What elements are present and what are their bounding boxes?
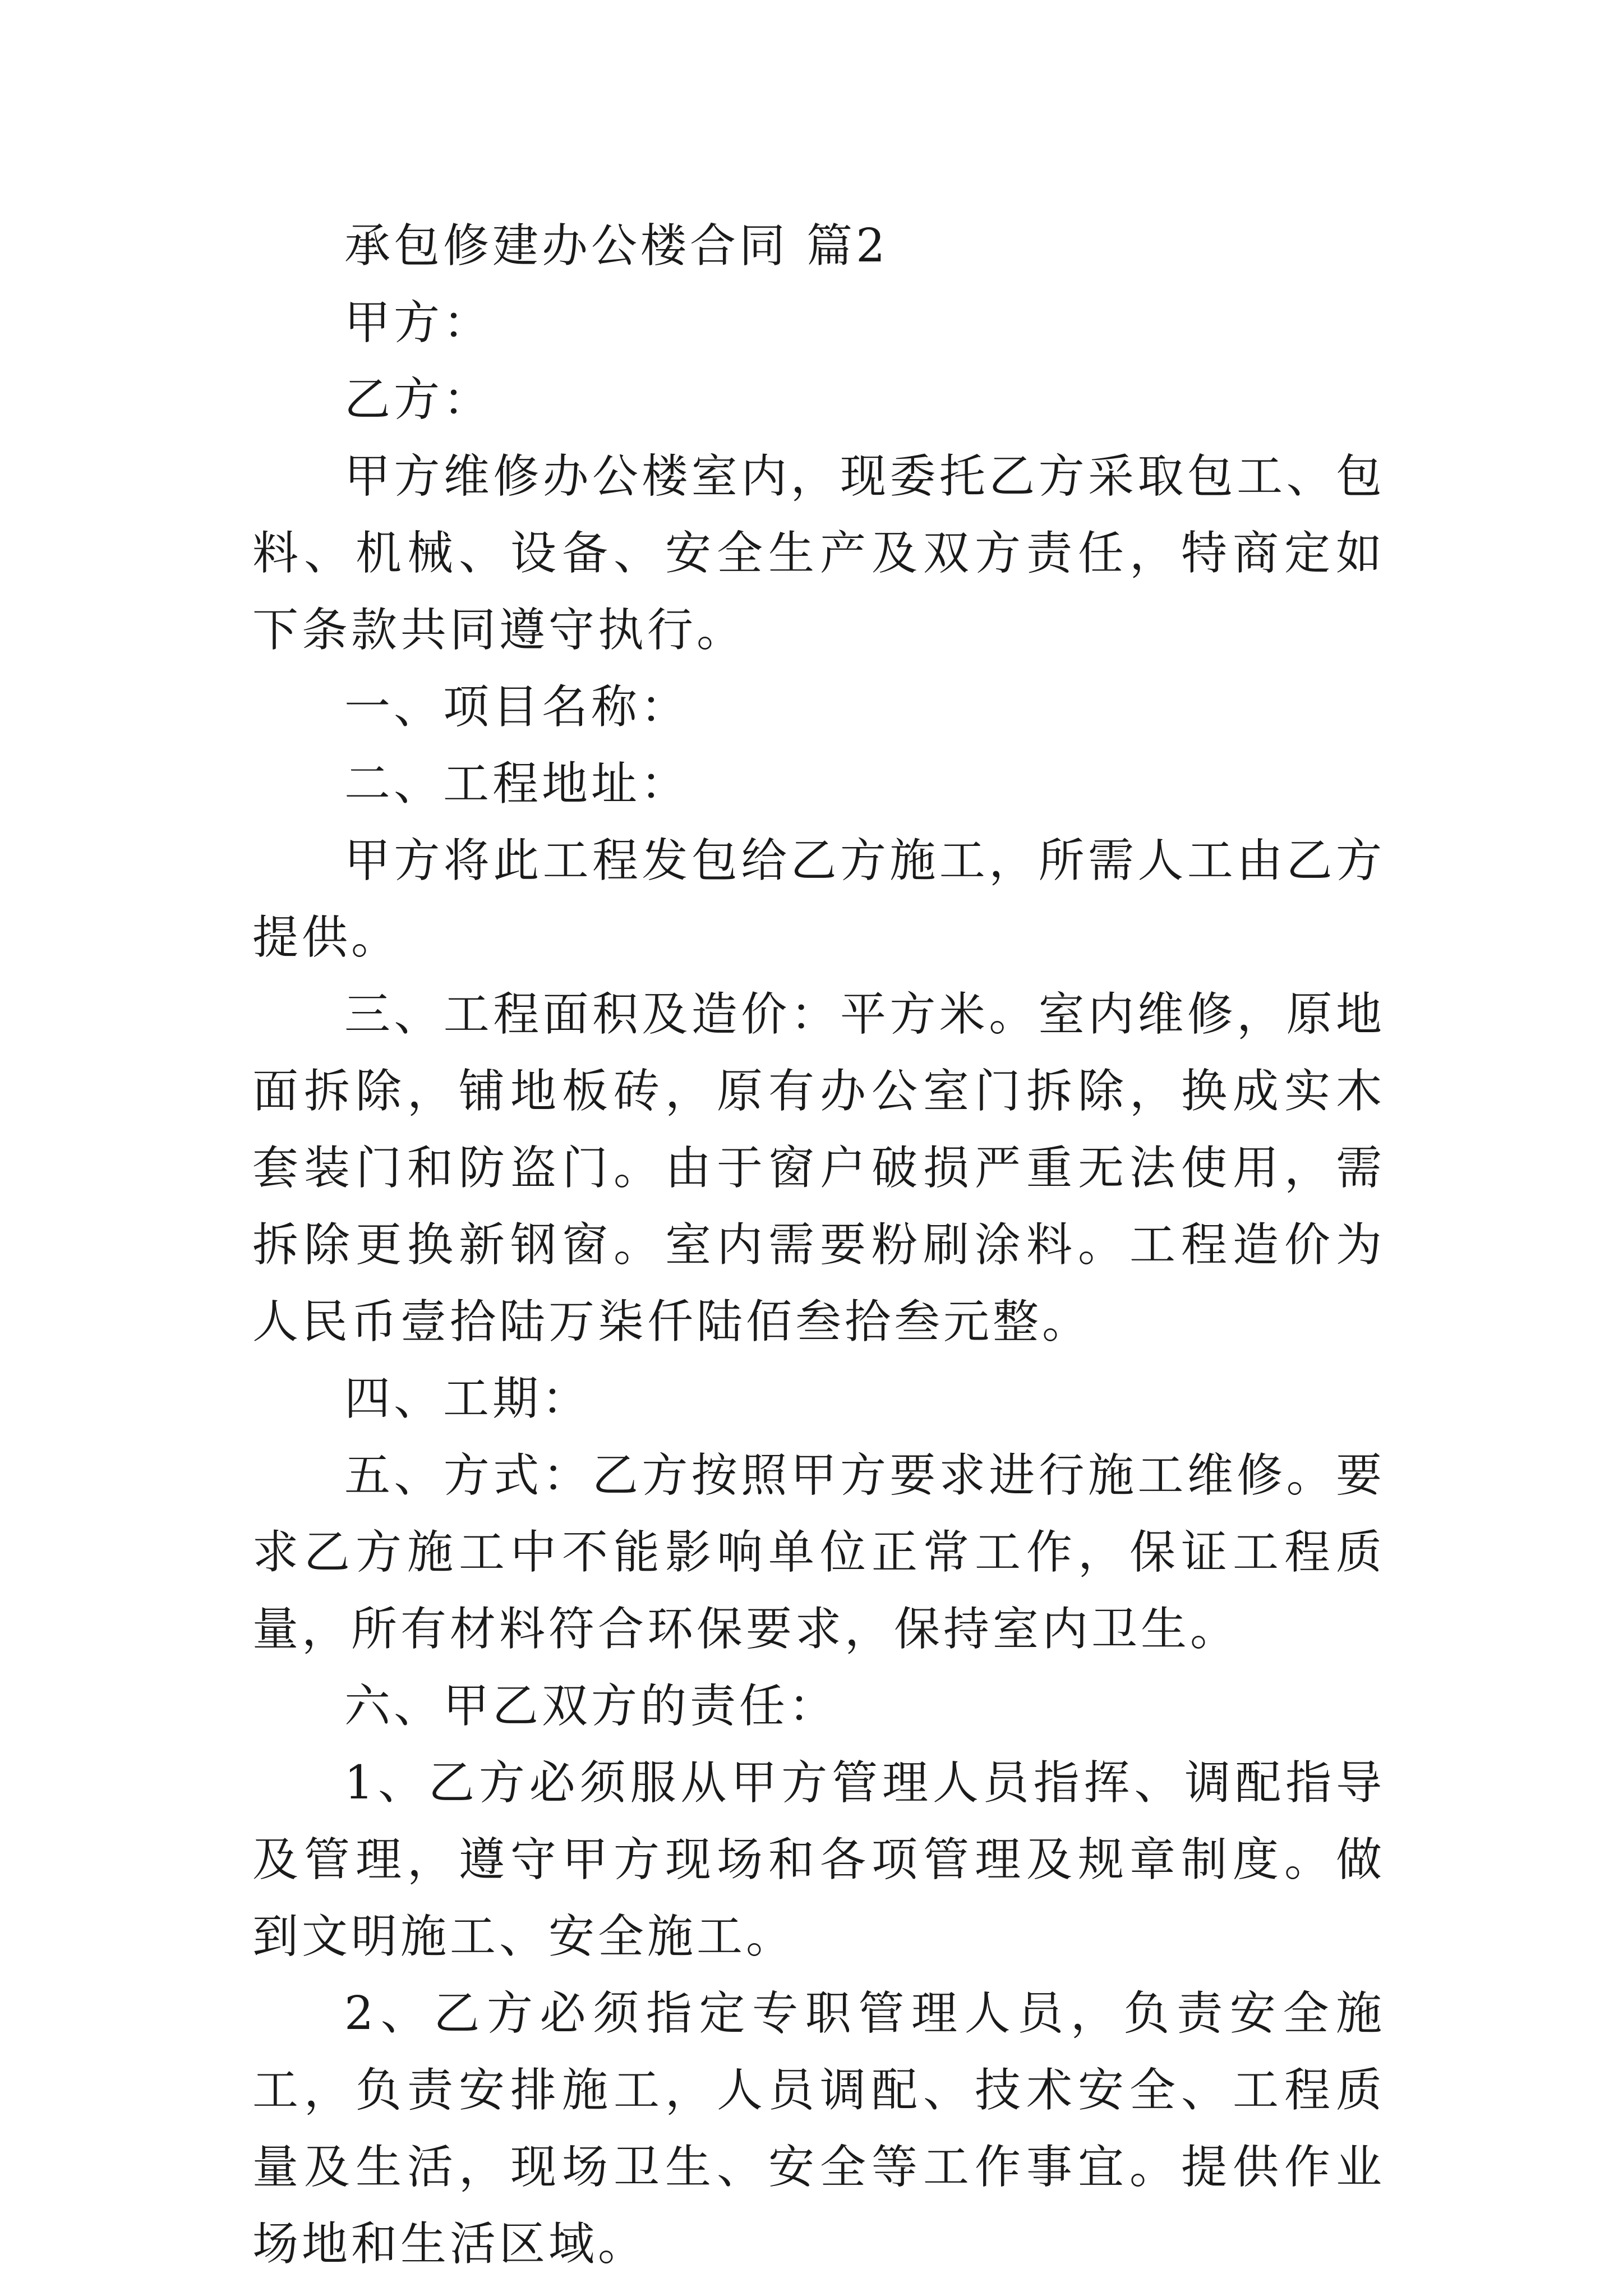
paragraph-responsibilities-heading: 六、甲乙双方的责任： (344, 1680, 838, 1733)
paragraph-project-address: 二、工程地址： (344, 757, 690, 811)
paragraph-project-name: 一、项目名称： (344, 680, 690, 734)
paragraph-area-cost: 三、工程面积及造价：平方米。室内维修，原地面拆除，铺地板砖，原有办公室门拆除，换成实木套装门和防盗门。由于窗户破损严重无法使用，需拆除更换新钢窗。室内需要粉刷涂料。工程造价为人民币壹拾陆万柒仟陆佰叁拾叁元整。 (252, 988, 1385, 1349)
document-body (252, 208, 1385, 2283)
party-a-line: 甲方： (344, 296, 493, 349)
document-title: 承包修建办公楼合同 篇2 (344, 219, 889, 273)
paragraph-responsibility-2: 2、乙方必须指定专职管理人员，负责安全施工，负责安排施工，人员调配、技术安全、工程质量及生活，现场卫生、安全等工作事宜。提供作业场地和生活区域。 (252, 1987, 1385, 2271)
paragraph-method: 五、方式：乙方按照甲方要求进行施工维修。要求乙方施工中不能影响单位正常工作，保证工程质量，所有材料符合环保要求，保持室内卫生。 (252, 1449, 1385, 1656)
party-b-line: 乙方： (344, 373, 493, 426)
paragraph-contracting: 甲方将此工程发包给乙方施工，所需人工由乙方提供。 (252, 834, 1385, 964)
paragraph-responsibility-1: 1、乙方必须服从甲方管理人员指挥、调配指导及管理，遵守甲方现场和各项管理及规章制度。做到文明施工、安全施工。 (252, 1756, 1385, 1963)
paragraph-intro: 甲方维修办公楼室内，现委托乙方采取包工、包料、机械、设备、安全生产及双方责任，特商定如下条款共同遵守执行。 (252, 450, 1385, 657)
paragraph-schedule: 四、工期： (344, 1372, 592, 1425)
